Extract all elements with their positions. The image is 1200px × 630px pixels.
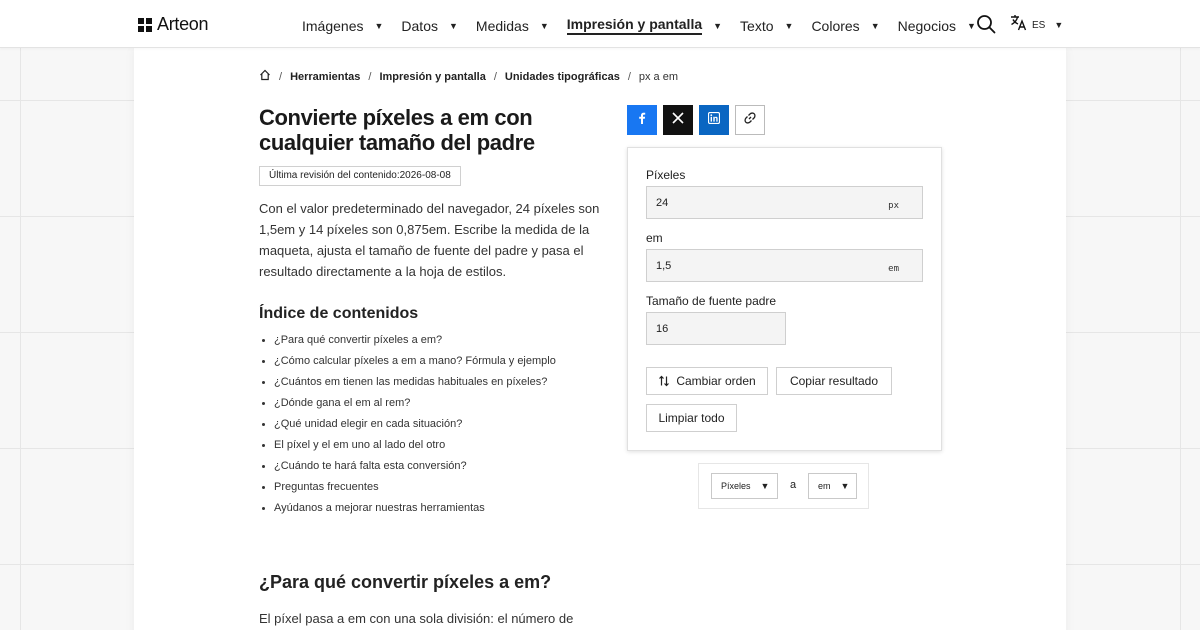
logo[interactable]	[137, 14, 208, 35]
home-icon[interactable]	[259, 69, 271, 84]
x-icon	[672, 111, 684, 129]
nav-item-label: Medidas	[475, 17, 529, 34]
to-unit-value: em	[818, 481, 831, 491]
share-buttons	[627, 105, 765, 135]
breadcrumb-separator: /	[493, 70, 497, 83]
em-unit: em	[888, 264, 899, 274]
toc-item[interactable]: • ¿Cuántos em tienen las medidas habituales en píxeles?	[274, 372, 556, 393]
content-card	[134, 48, 1066, 630]
toc-item[interactable]: • ¿Cómo calcular píxeles a em a mano? Fórmula y ejemplo	[274, 351, 556, 372]
from-unit-select[interactable]	[711, 473, 778, 499]
section-text: El píxel pasa a em con una sola división: el número de	[259, 611, 574, 626]
swap-order-button[interactable]	[646, 367, 768, 395]
from-unit-value: Píxeles	[721, 481, 751, 491]
em-label: em	[646, 231, 663, 245]
chevron-down-icon: ▼	[539, 20, 549, 31]
swap-icon	[658, 375, 670, 387]
facebook-icon	[636, 111, 648, 129]
intro-text: Con el valor predeterminado del navegador, 24 píxeles son 1,5em y 14 píxeles son 0,875em. Escribe la medida de la maqueta, ajusta el tamaño de fuente del padre y pasa el resultado directamente a la hoja de estilos.	[259, 201, 600, 279]
chevron-down-icon: ▼	[713, 20, 723, 31]
toc-item[interactable]: • El píxel y el em uno al lado del otro	[274, 435, 556, 456]
chevron-down-icon: ▼	[1054, 20, 1064, 30]
pixels-value: 24	[656, 197, 669, 209]
nav-item-datos[interactable]	[401, 16, 458, 35]
language-code: ES	[1032, 19, 1046, 31]
clear-all-button[interactable]	[646, 404, 737, 432]
chevron-down-icon: ▼	[760, 481, 770, 491]
breadcrumb-unidades-tipograficas[interactable]: Unidades tipográficas	[504, 70, 620, 83]
nav-item-imagenes[interactable]	[302, 16, 383, 35]
unit-connector: a	[790, 479, 797, 491]
em-input[interactable]	[646, 249, 923, 282]
toc-item[interactable]: • ¿Para qué convertir píxeles a em?	[274, 330, 556, 351]
nav-item-label: Datos	[401, 17, 438, 34]
nav-item-medidas[interactable]	[476, 16, 549, 35]
converter-panel	[627, 147, 942, 451]
copy-link-button[interactable]	[735, 105, 765, 135]
share-facebook-button[interactable]	[627, 105, 657, 135]
breadcrumb-herramientas[interactable]: Herramientas	[290, 70, 361, 83]
toc-item[interactable]: • ¿Qué unidad elegir en cada situación?	[274, 414, 556, 435]
table-of-contents	[274, 330, 556, 519]
nav-item-colores[interactable]	[811, 16, 879, 35]
copy-result-button[interactable]	[776, 367, 892, 395]
nav-item-label: Imágenes	[302, 17, 364, 34]
chevron-down-icon: ▼	[374, 20, 384, 31]
breadcrumb-separator: /	[279, 70, 283, 83]
clear-all-label: Limpiar todo	[658, 411, 725, 425]
parent-size-input[interactable]	[646, 312, 786, 345]
nav-item-label: Impresión y pantalla	[567, 16, 702, 35]
chevron-down-icon: ▼	[784, 20, 794, 31]
link-icon	[743, 111, 757, 130]
chevron-down-icon: ▼	[870, 20, 880, 31]
logo-text: Arteon	[157, 14, 209, 34]
revision-badge: Última revisión del contenido:2026-08-08	[259, 166, 461, 186]
nav-item-texto[interactable]	[740, 16, 793, 35]
toc-item[interactable]: • ¿Dónde gana el em al rem?	[274, 393, 556, 414]
to-unit-select[interactable]	[808, 473, 857, 499]
chevron-down-icon: ▼	[448, 20, 458, 31]
unit-selector	[698, 463, 869, 509]
site-header	[0, 0, 1200, 48]
pixels-input[interactable]	[646, 186, 923, 219]
translate-icon	[1010, 14, 1027, 36]
toc-item[interactable]: • ¿Cuándo te hará falta esta conversión?	[274, 456, 556, 477]
pixels-label: Píxeles	[646, 168, 686, 182]
toc-title: Índice de contenidos	[259, 305, 419, 322]
share-linkedin-button[interactable]	[699, 105, 729, 135]
em-value: 1,5	[656, 260, 672, 272]
toc-item[interactable]: • Ayúdanos a mejorar nuestras herramientas	[274, 498, 556, 519]
chevron-down-icon: ▼	[966, 20, 976, 31]
nav-item-label: Negocios	[897, 17, 956, 34]
copy-result-label: Copiar resultado	[789, 374, 879, 388]
logo-icon	[137, 17, 153, 33]
breadcrumb-current: px a em	[638, 70, 679, 83]
nav-item-label: Colores	[811, 17, 860, 34]
breadcrumb-separator: /	[368, 70, 372, 83]
chevron-down-icon: ▼	[840, 481, 850, 491]
main-nav	[302, 16, 994, 35]
breadcrumb-separator: /	[627, 70, 631, 83]
toc-item[interactable]: • Preguntas frecuentes	[274, 477, 556, 498]
nav-item-negocios[interactable]	[898, 16, 976, 35]
breadcrumb-impresion-pantalla[interactable]: Impresión y pantalla	[379, 70, 486, 83]
breadcrumb	[259, 69, 678, 84]
linkedin-icon	[708, 111, 720, 129]
language-selector[interactable]	[1010, 14, 1063, 36]
parent-size-value: 16	[656, 323, 669, 335]
parent-size-label: Tamaño de fuente padre	[646, 294, 777, 308]
nav-item-impresion-pantalla[interactable]	[567, 16, 722, 35]
share-x-button[interactable]	[663, 105, 693, 135]
search-icon[interactable]	[976, 14, 996, 34]
nav-item-label: Texto	[740, 17, 774, 34]
page-title: Convierte píxeles a em con cualquier tamaño del padre	[259, 105, 535, 155]
pixels-unit: px	[888, 201, 899, 211]
swap-order-label: Cambiar orden	[676, 374, 756, 388]
section-title: ¿Para qué convertir píxeles a em?	[259, 572, 552, 592]
